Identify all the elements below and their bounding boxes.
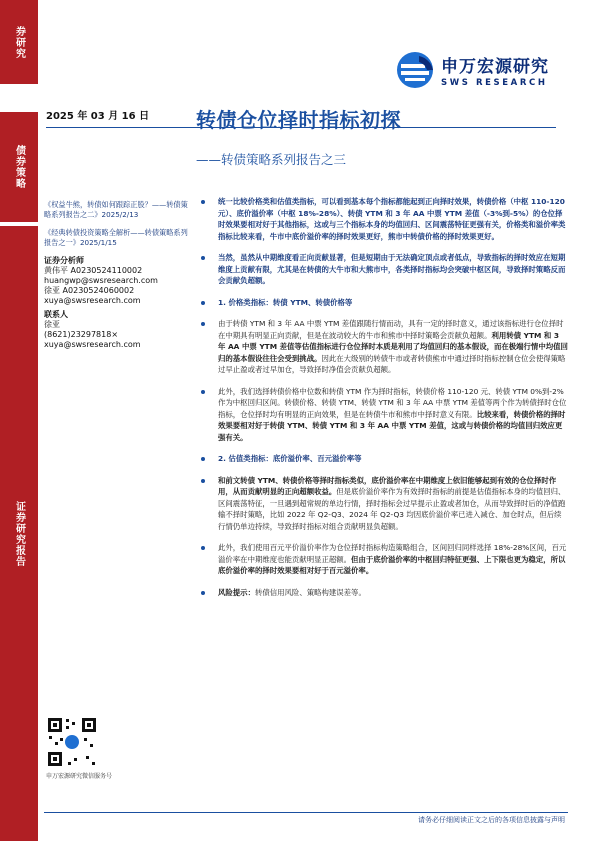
disclosure-notice[interactable]: 请务必仔细阅读正文之后的各项信息披露与声明 xyxy=(418,816,565,824)
risk-warning: 风险提示：转债信用风险、策略构建误差等。 xyxy=(196,587,568,599)
side-tag-top: 券研究 xyxy=(0,0,38,84)
key-point-1: 统一比较价格类和估值类指标，可以看到基本每个指标都能起到正向择时效果，转债价格（中枢 110-120 元）、底价溢价率（中枢 18%-28%）、转债 YTM 和 3 年 AA 中票 YTM 差值（-3%到-5%）的仓位择时效果要相对好于其他指标，这或与三个指标本身的均值回归、区间震荡特征更强有关，价格类和溢价率类指标比较来看，牛市中底价溢价率的择时效果更好，熊市中转债价格的择时效果更好。 xyxy=(196,196,568,242)
qr-caption: 申万宏源研究微信服务号 xyxy=(46,773,113,780)
footer-divider xyxy=(44,812,568,813)
analyst-email[interactable]: xuya@swsresearch.com xyxy=(44,296,141,305)
side-strip xyxy=(0,0,38,841)
contact-name: 徐亚 xyxy=(44,320,60,329)
brand-logo xyxy=(395,50,549,90)
related-report-1[interactable]: 《权益牛熊，转债如何跟踪正股？——转债策略系列报告之二》2025/2/13 xyxy=(44,200,188,219)
paragraph-5: 和前文转债 YTM、转债价格等择时指标类似，底价溢价率在中期维度上依旧能够起到有效的仓位择时作用，从而贡献明显的正向超额收益。但是底价溢价率作为有效择时指标的前提是估值指标本身的均值回归、区间震荡特征，一旦遇到超常规的单边行情，择时指标会过早提示止盈或者加仓，从而导致择时后的净值跑输不择时策略，比如 2022 年 Q2-Q3、2024 年 Q2-Q3 均因底价溢价率已进入减仓、加仓时点，但后续行情仍单边持续，导致择时指标对组合贡献明显负超额。 xyxy=(196,475,568,533)
report-title: 转债仓位择时指标初探 xyxy=(196,108,401,132)
qr-code-icon xyxy=(46,716,98,768)
logo-mark-icon xyxy=(395,50,435,90)
logo-en-text: SWS RESEARCH xyxy=(441,78,548,88)
analyst-line: 徐亚 A0230524060002 xyxy=(44,286,135,295)
report-subtitle: ——转债策略系列报告之三 xyxy=(196,152,347,167)
title-divider xyxy=(46,127,556,128)
side-tag-report-type: 证券研究报告 xyxy=(0,226,38,841)
paragraph-6: 此外，我们使用百元平价溢价率作为仓位择时指标构造策略组合，区间回归同样选择 18%-28%区间，百元溢价率在中期维度也能贡献明显正超额。但由于底价溢价率的中枢回归特征更强、上下限也更为稳定，所以底价溢价率的择时效果要相对好于百元溢价率。 xyxy=(196,542,568,577)
summary-body xyxy=(196,196,568,608)
paragraph-4: 此外，我们选择转债价格中位数和转债 YTM 作为择时指标，转债价格 110-120 元、转债 YTM 0%到-2%作为中枢回归区间。转债价格、转债 YTM、转债 YTM 和 3 年 AA 中票 YTM 差值等两个作为转债择时仓位指标，仓位择时均有明显的正向效果，但是在转债牛市和熊市中择时意义有限。比较来看，转债价格的择时效果要相对好于转债 YTM、转债 YTM 和 3 年 AA 中票 YTM 差值，这或与转债价格的均值回归效应更强有关。 xyxy=(196,386,568,444)
analyst-email[interactable]: huangwp@swsresearch.com xyxy=(44,276,158,285)
paragraph-3: 由于转债 YTM 和 3 年 AA 中票 YTM 差值跟随行情而动，具有一定的择时意义，通过该指标进行仓位择时在中期具有明显正向贡献，但是在波动较大的牛市和熊市中择时策略会贡献负超额。利用转债 YTM 和 3 年 AA 中票 YTM 差值等估值指标进行仓位择时本质是利用了均值回归的基本假设，而在极端行情中均值回归的基本假设往往会受到挑战。因此在大级别的转债牛市或者转债熊市中通过择时指标控制仓位会使得策略过早止盈或者过早加仓，导致择时净值会贡献负超额。 xyxy=(196,318,568,376)
report-date: 2025 年 03 月 16 日 xyxy=(46,111,150,122)
section-heading-2: 2. 估值类指标：底价溢价率、百元溢价率等 xyxy=(196,453,568,465)
analyst-heading: 证券分析师 xyxy=(44,256,84,265)
section-heading-1: 1. 价格类指标：转债 YTM、转债价格等 xyxy=(196,297,568,309)
contact-heading: 联系人 xyxy=(44,310,68,319)
analyst-line: 黄伟平 A0230524110002 xyxy=(44,266,143,275)
side-tag-category: 债券策略 xyxy=(0,112,38,222)
contact-phone: (8621)23297818× xyxy=(44,330,119,339)
logo-cn-text: 申万宏源研究 xyxy=(441,57,549,77)
contact-email[interactable]: xuya@swsresearch.com xyxy=(44,340,141,349)
key-point-2: 当然，虽然从中期维度看正向贡献显著，但是短期由于无法确定顶点或者低点，导致指标的择时效应在短期维度上贡献有限，尤其是在转债的大牛市和大熊市中，各类择时指标均会突破中枢区间，导致择时策略反而会贡献负超额。 xyxy=(196,252,568,287)
related-report-2[interactable]: 《经典转债投资策略全解析——转债策略系列报告之一》2025/1/15 xyxy=(44,228,188,247)
left-column xyxy=(44,200,192,350)
